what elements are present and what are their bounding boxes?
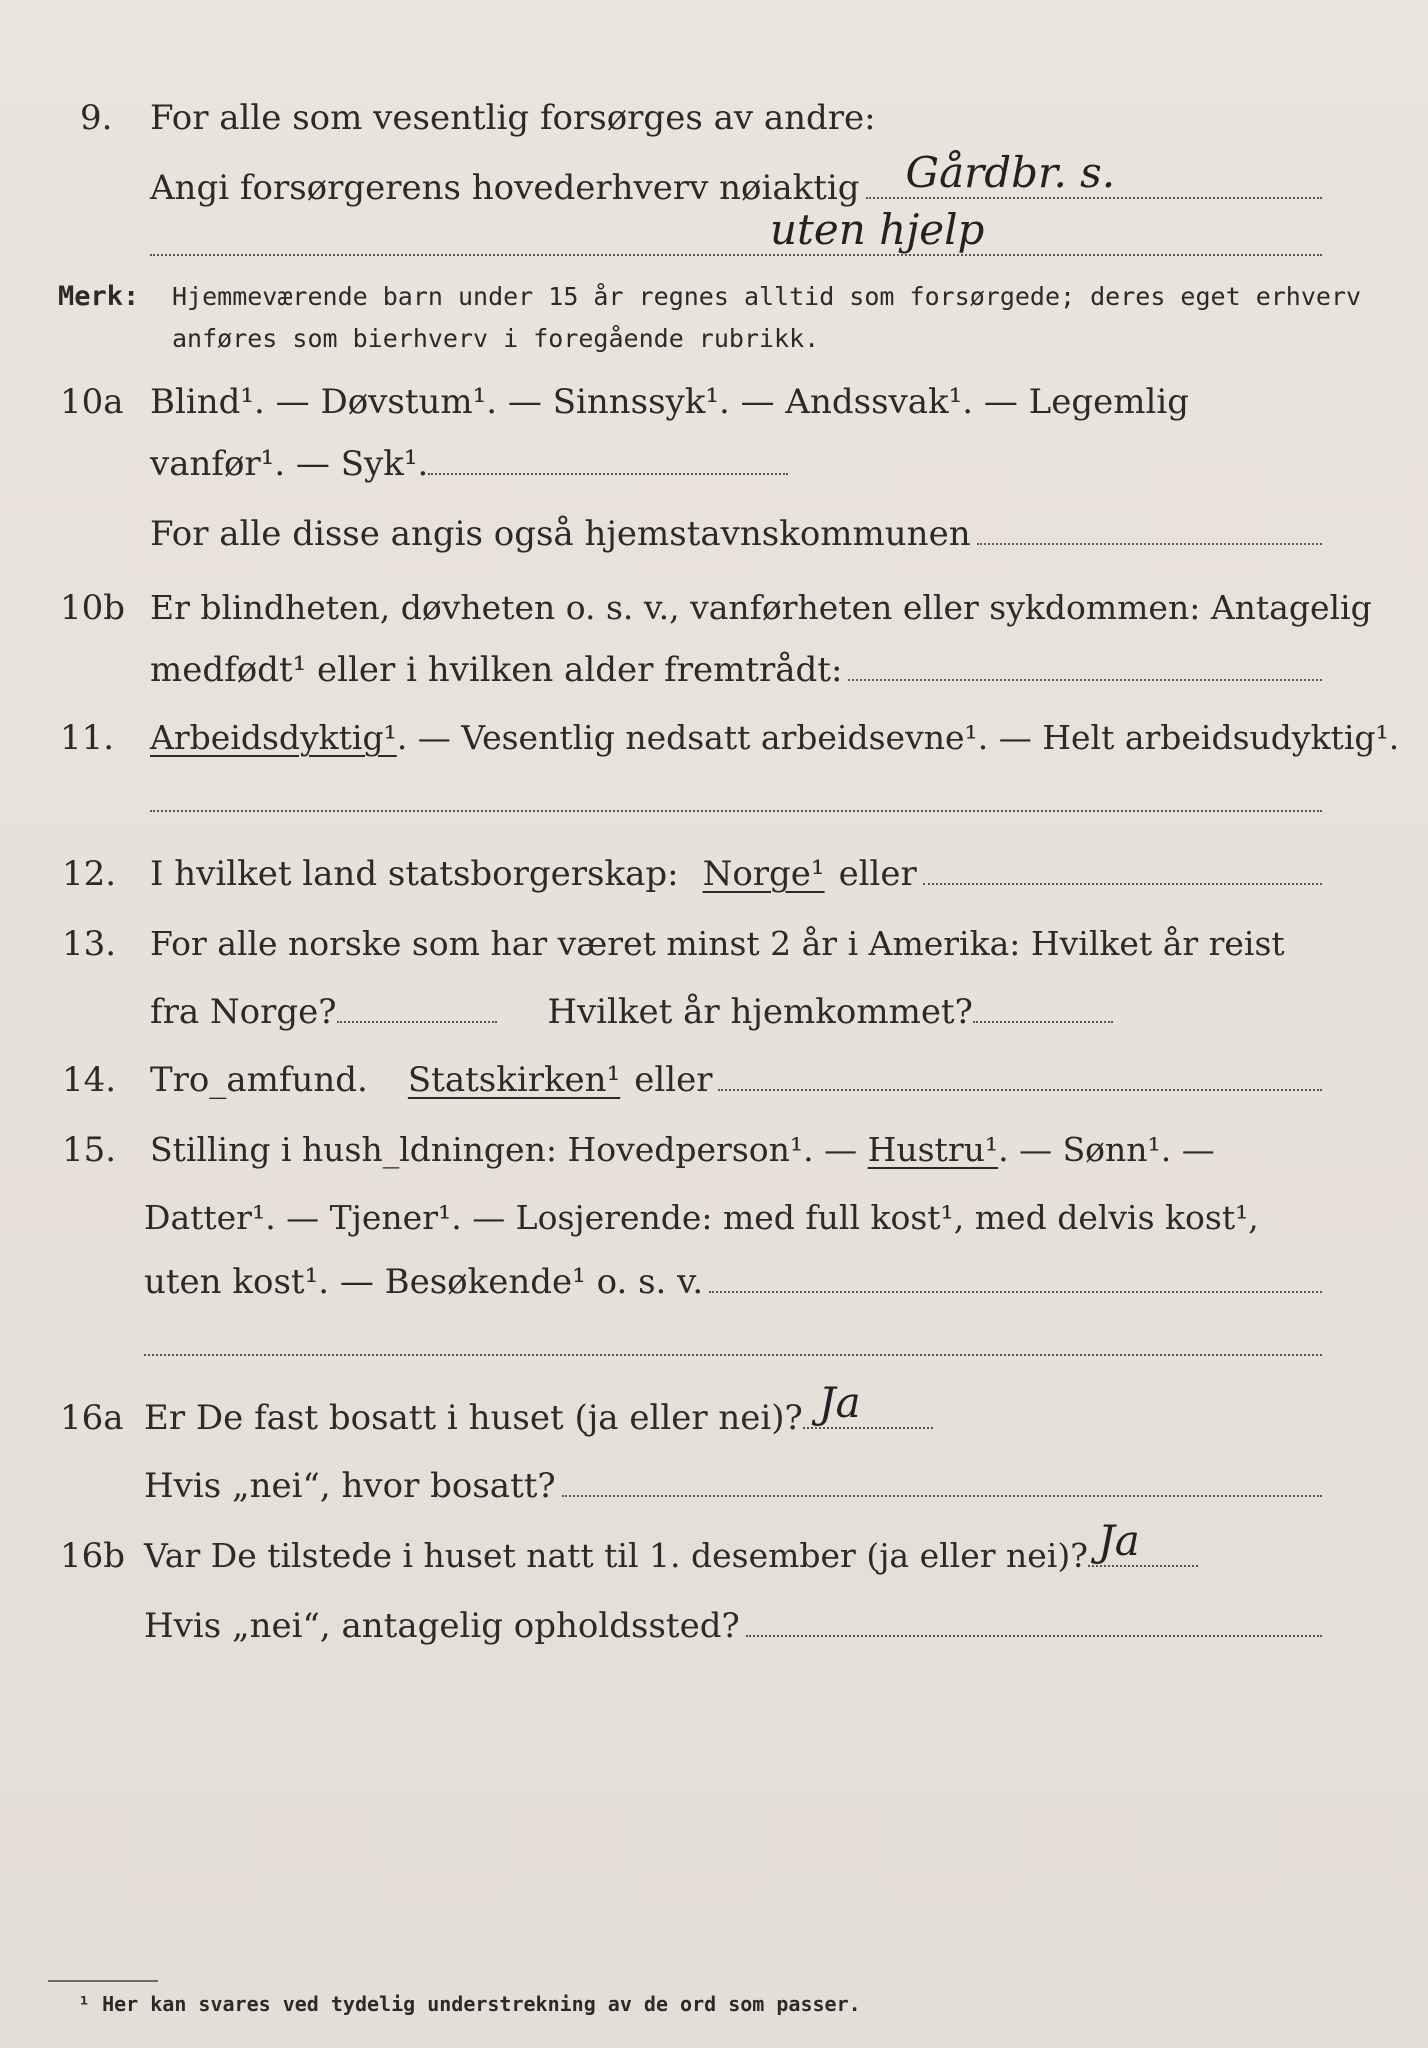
q14-field[interactable]: [718, 1061, 1322, 1091]
q9-occupation-answer2: uten hjelp: [770, 205, 985, 254]
q11-field[interactable]: [150, 782, 1322, 812]
q14-number: 14.: [62, 1060, 117, 1100]
q16a-field[interactable]: [803, 1378, 933, 1429]
q12-suffix: eller: [838, 854, 917, 894]
q9-occupation-field[interactable]: [866, 148, 1322, 199]
q13-line1: For alle norske som har været minst 2 år i Amerika: Hvilket år reist: [150, 924, 1285, 963]
footnote-divider: [48, 1980, 158, 1982]
q10b-line1: Er blindheten, døvheten o. s. v., vanførheten eller sykdommen: Antagelig: [150, 588, 1372, 627]
q10a-line1: Blind¹. — Døvstum¹. — Sinnssyk¹. — Andssvak¹. — Legemlig: [150, 382, 1189, 422]
q13-left-field[interactable]: [337, 997, 497, 1023]
q15-line3: uten kost¹. — Besøkende¹ o. s. v.: [144, 1262, 704, 1302]
q9-line1: For alle som vesentlig forsørges av andre:: [150, 98, 876, 138]
merk-line2: anføres som bierhverv i foregående rubrikk.: [172, 324, 820, 353]
q9-occupation-field2[interactable]: [150, 205, 1322, 256]
q13-line2b: Hvilket år hjemkommet?: [547, 992, 973, 1032]
q16b-line2: Hvis „nei“, antagelig opholdssted?: [144, 1606, 740, 1646]
q14-statskirken-option[interactable]: Statskirken¹: [407, 1060, 621, 1100]
merk-label: Merk:: [58, 281, 140, 312]
q15-field[interactable]: [709, 1263, 1322, 1293]
q10a-number: 10a: [60, 382, 124, 422]
q16a-answer: Ja: [818, 1378, 861, 1427]
q16b-answer: Ja: [1097, 1516, 1140, 1565]
q16a-line1: Er De fast bosatt i huset (ja eller nei)?: [144, 1398, 803, 1438]
q9-occupation-answer: Gårdbr. s.: [905, 148, 1116, 197]
q12-number: 12.: [62, 854, 117, 894]
q16b-field[interactable]: [1088, 1516, 1198, 1567]
q15-number: 15.: [62, 1130, 117, 1170]
q10b-number: 10b: [60, 588, 126, 628]
q10b-line2: medfødt¹ eller i hvilken alder fremtrådt:: [150, 650, 843, 690]
q15-line2: Datter¹. — Tjener¹. — Losjerende: med full kost¹, med delvis kost¹,: [144, 1198, 1259, 1237]
q15-line1-suffix: . — Sønn¹. —: [998, 1130, 1215, 1169]
q9-occupation-label: Angi forsørgerens hovederhverv nøiaktig: [150, 168, 860, 208]
q10b-field[interactable]: [848, 651, 1322, 681]
q16a-residence-field[interactable]: [562, 1467, 1322, 1497]
q16b-stay-field[interactable]: [746, 1607, 1322, 1637]
q10a-field[interactable]: [428, 449, 788, 475]
q13-line2a: fra Norge?: [150, 992, 337, 1032]
footnote: ¹ Her kan svares ved tydelig understrekning av de ord som passer.: [78, 1992, 861, 2016]
q9-number: 9.: [80, 98, 113, 138]
q10a-hometown-field[interactable]: [977, 515, 1322, 545]
q14-suffix: eller: [634, 1060, 713, 1100]
q12-norge-option[interactable]: Norge¹: [702, 854, 825, 894]
q12-prefix: I hvilket land statsborgerskap:: [150, 854, 679, 894]
q16b-line1: Var De tilstede i huset natt til 1. desember (ja eller nei)?: [144, 1536, 1088, 1575]
q11-number: 11.: [60, 718, 115, 758]
q10a-line2: vanfør¹. — Syk¹.: [150, 444, 429, 484]
merk-line1: Hjemmeværende barn under 15 år regnes alltid som forsørgede; deres eget erhverv: [172, 282, 1362, 311]
q14-prefix: Tro_amfund.: [150, 1060, 368, 1100]
q13-returned-field[interactable]: [973, 997, 1113, 1023]
q15-field2[interactable]: [144, 1326, 1322, 1356]
q11-able-option[interactable]: Arbeidsdyktig¹: [150, 718, 397, 757]
q16a-number: 16a: [60, 1398, 124, 1438]
q13-number: 13.: [62, 924, 117, 964]
q15-hustru-option[interactable]: Hustru¹: [867, 1130, 999, 1169]
q16a-line2: Hvis „nei“, hvor bosatt?: [144, 1466, 556, 1506]
q11-rest: . — Vesentlig nedsatt arbeidsevne¹. — Helt arbeidsudyktig¹.: [396, 718, 1400, 757]
q16b-number: 16b: [60, 1536, 126, 1576]
q12-field[interactable]: [923, 855, 1322, 885]
q10a-line3: For alle disse angis også hjemstavnskommunen: [150, 514, 971, 554]
q15-line1-prefix: Stilling i hush_ldningen: Hovedperson¹. —: [150, 1130, 858, 1169]
